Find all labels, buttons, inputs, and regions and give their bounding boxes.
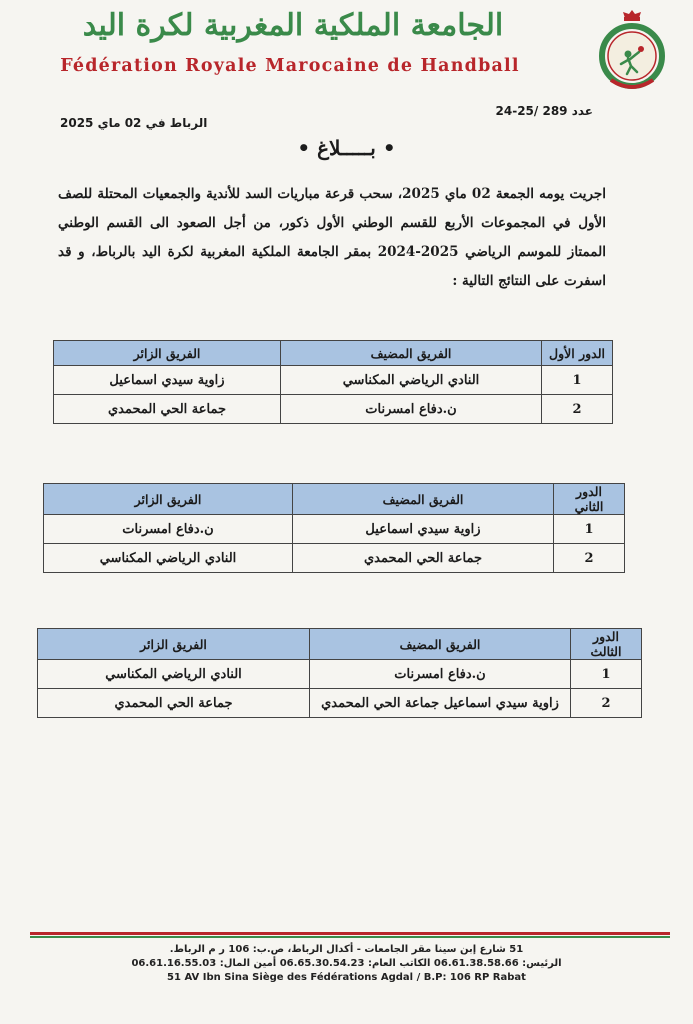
round-label: الدور الأول	[542, 341, 613, 366]
visitor-header: الفريق الزائر	[38, 629, 310, 660]
match-number: 1	[571, 660, 642, 689]
host-team: ن.دفاع امسرنات	[310, 660, 571, 689]
host-header: الفريق المضيف	[281, 341, 542, 366]
visitor-team: النادي الرياضي المكناسي	[44, 544, 293, 573]
table-row	[44, 515, 625, 544]
page-title: • بـــــلاغ •	[297, 136, 396, 160]
host-team: النادي الرياضي المكناسي	[281, 366, 542, 395]
round-label: الدور الثاني	[554, 484, 625, 515]
match-number: 2	[542, 395, 613, 424]
table-row	[54, 395, 613, 424]
table-row	[54, 366, 613, 395]
host-header: الفريق المضيف	[310, 629, 571, 660]
visitor-team: جماعة الحي المحمدي	[38, 689, 310, 718]
table-header-row	[38, 629, 642, 660]
match-number: 2	[571, 689, 642, 718]
footer-divider-red	[30, 932, 670, 935]
federation-emblem-icon	[591, 4, 673, 92]
footer-divider-green	[30, 936, 670, 938]
host-team: ن.دفاع امسرنات	[281, 395, 542, 424]
table-row	[38, 689, 642, 718]
visitor-team: جماعة الحي المحمدي	[54, 395, 281, 424]
match-number: 1	[554, 515, 625, 544]
host-team: جماعة الحي المحمدي	[293, 544, 554, 573]
match-number: 1	[542, 366, 613, 395]
footer-address-ar: 51 شارع إبن سينا مقر الجامعات - أكدال الرباط، ص.ب: 106 ر م الرباط.	[169, 944, 524, 955]
visitor-team: زاوية سيدي اسماعيل	[54, 366, 281, 395]
intro-paragraph: اجريت يومه الجمعة 02 ماي 2025، سحب قرعة مباريات السد للأندية والجمعيات المحتلة للصف الأول في المجموعات الأربع للقسم الوطني الأول ذكور، من أجل الصعود الى القسم الوطني الممتاز للموسم الرياضي 2025-2024 بمقر الجامعة الملكية المغربية لكرة اليد بالرباط، و قد اسفرت على النتائج التالية :	[58, 186, 607, 289]
org-name-french: Fédération Royale Marocaine de Handball	[60, 56, 520, 76]
visitor-header: الفريق الزائر	[44, 484, 293, 515]
table-header-row	[44, 484, 625, 515]
round-1-table	[53, 340, 613, 424]
footer-phones: الرئيس: 06.61.38.58.66 الكاتب العام: 06.65.30.54.23 أمين المال: 06.61.16.55.03	[131, 958, 562, 969]
visitor-team: ن.دفاع امسرنات	[44, 515, 293, 544]
match-number: 2	[554, 544, 625, 573]
table-row	[44, 544, 625, 573]
reference-number: عدد 289 /25-24	[495, 104, 593, 118]
place-and-date: الرباط في 02 ماي 2025	[60, 116, 208, 130]
visitor-header: الفريق الزائر	[54, 341, 281, 366]
round-2-table	[43, 483, 625, 573]
host-team: زاوية سيدي اسماعيل جماعة الحي المحمدي	[310, 689, 571, 718]
host-header: الفريق المضيف	[293, 484, 554, 515]
table-header-row	[54, 341, 613, 366]
footer-address-fr: 51 AV Ibn Sina Siège des Fédérations Agdal / B.P: 106 RP Rabat	[167, 972, 526, 983]
round-3-table	[37, 628, 642, 718]
round-label: الدور الثالث	[571, 629, 642, 660]
table-row	[38, 660, 642, 689]
host-team: زاوية سيدي اسماعيل	[293, 515, 554, 544]
visitor-team: النادي الرياضي المكناسي	[38, 660, 310, 689]
org-name-arabic: الجامعة الملكية المغربية لكرة اليد	[82, 8, 504, 43]
